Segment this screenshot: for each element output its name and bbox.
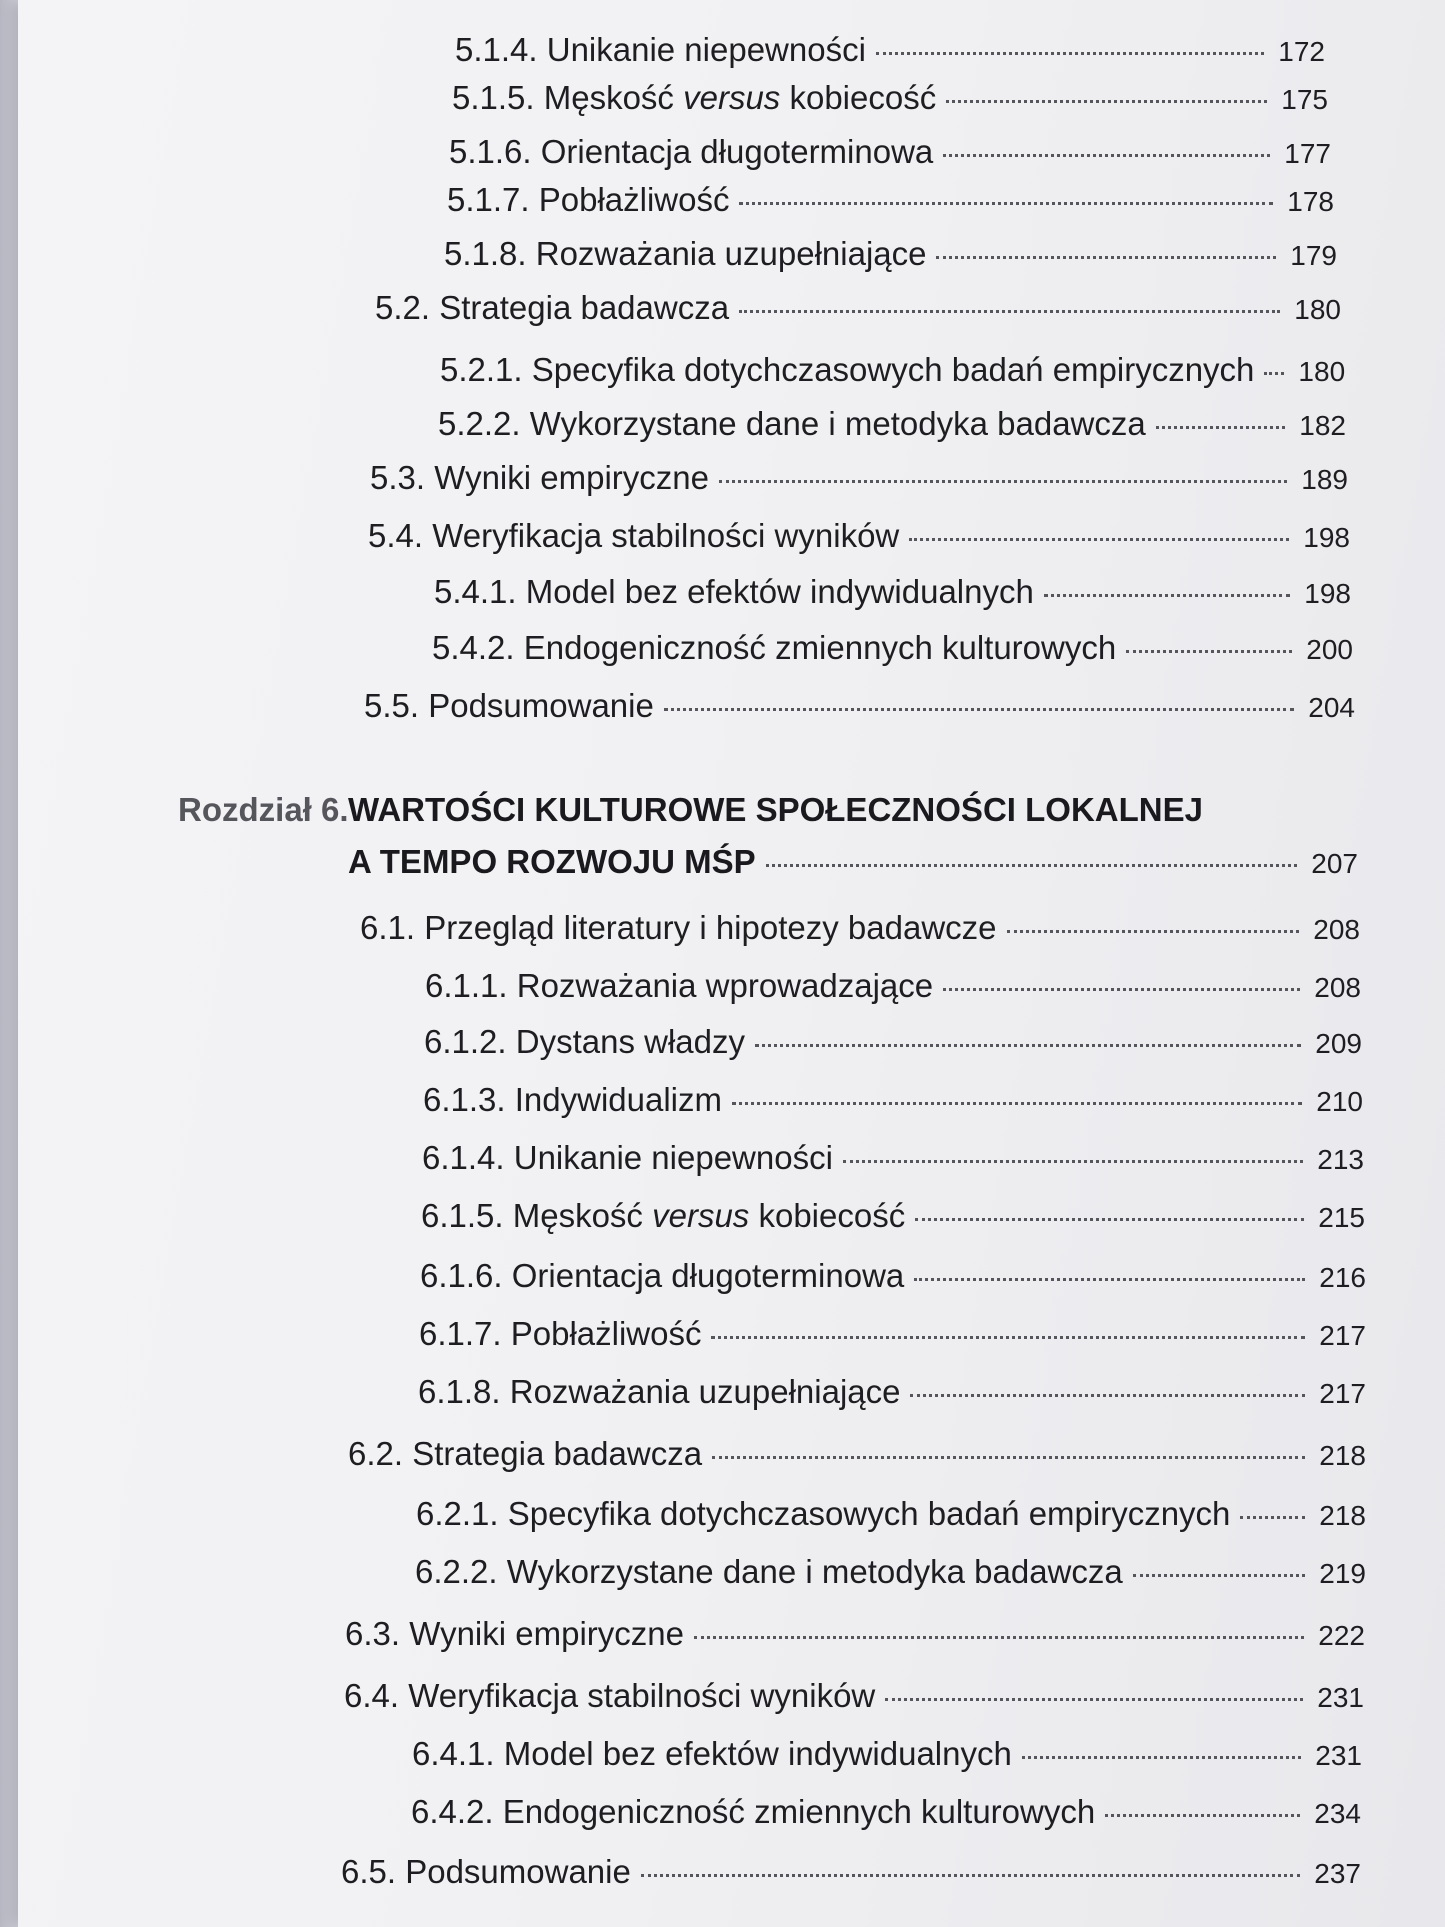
dot-leader: [909, 538, 1289, 541]
toc-entry-label: 5.2. Strategia badawcza: [375, 289, 730, 326]
toc-entry-5-1-6[interactable]: [449, 132, 1331, 174]
toc-entry-label: 5.2.2. Wykorzystane dane i metodyka badawcza: [438, 405, 1146, 442]
toc-entry-page: 207: [1311, 848, 1358, 879]
toc-entry-5-4-2[interactable]: [432, 628, 1353, 670]
toc-entry-label: 6.5. Podsumowanie: [341, 1853, 631, 1890]
toc-entry-page: 204: [1308, 692, 1355, 723]
toc-entry-page: 234: [1314, 1798, 1361, 1829]
dot-leader: [1133, 1574, 1306, 1577]
dot-leader: [936, 256, 1276, 259]
toc-entry-5-1-7[interactable]: [447, 180, 1334, 222]
dot-leader: [1022, 1756, 1301, 1759]
toc-entry-page: 180: [1298, 356, 1346, 387]
toc-entry-page: 237: [1314, 1858, 1361, 1889]
dot-leader: [711, 1336, 1305, 1339]
toc-entry-6-4-2[interactable]: [411, 1792, 1361, 1834]
dot-leader: [910, 1394, 1305, 1397]
toc-entry-page: 172: [1278, 36, 1325, 67]
toc-entry-page: 213: [1317, 1144, 1364, 1175]
toc-entry-label: 6.4. Weryfikacja stabilności wyników: [344, 1677, 876, 1714]
toc-entry-6-1-8[interactable]: [418, 1372, 1366, 1414]
chapter-title-line-1: WARTOŚCI KULTUROWE SPOŁECZNOŚCI LOKALNEJ: [348, 791, 1203, 828]
toc-entry-6-1-6[interactable]: [420, 1256, 1366, 1298]
toc-entry-label: 6.2.2. Wykorzystane dane i metodyka badawcza: [415, 1553, 1123, 1590]
toc-entry-label: 6.1.1. Rozważania wprowadzające: [425, 967, 934, 1004]
dot-leader: [1240, 1516, 1305, 1519]
toc-entry-page: 179: [1290, 240, 1337, 271]
toc-entry-page: 175: [1281, 84, 1328, 115]
toc-entry-6-2-1[interactable]: [416, 1494, 1366, 1536]
toc-entry-6-1-7[interactable]: [419, 1314, 1366, 1356]
dot-leader: [1044, 594, 1290, 597]
dot-leader: [885, 1698, 1303, 1701]
toc-entry-label: 6.1.8. Rozważania uzupełniające: [418, 1373, 901, 1410]
toc-entry-label: 5.4.1. Model bez efektów indywidualnych: [434, 573, 1034, 610]
toc-entry-label: 5.1.7. Pobłażliwość: [447, 181, 730, 218]
dot-leader: [876, 52, 1264, 55]
toc-entry-5-1-5[interactable]: [452, 78, 1328, 120]
toc-entry-label: 5.1.5. Męskość versus kobiecość: [452, 79, 937, 116]
book-binding-edge: [0, 0, 18, 1927]
toc-entry-6-4-1[interactable]: [412, 1734, 1362, 1776]
toc-entry-page: 198: [1304, 578, 1351, 609]
toc-entry-page: 209: [1315, 1028, 1362, 1059]
toc-entry-6-5[interactable]: [341, 1852, 1361, 1894]
toc-entry-5-4[interactable]: [368, 516, 1350, 558]
toc-entry-label: 6.1. Przegląd literatury i hipotezy badawcze: [360, 909, 997, 946]
toc-entry-5-2[interactable]: [375, 288, 1341, 330]
toc-entry-label: 6.2. Strategia badawcza: [348, 1435, 703, 1472]
dot-leader: [664, 708, 1294, 711]
toc-entry-page: 215: [1318, 1202, 1365, 1233]
toc-entry-page: 217: [1319, 1320, 1366, 1351]
toc-entry-label: 5.2.1. Specyfika dotychczasowych badań empirycznych: [440, 351, 1255, 388]
toc-entry-page: 208: [1314, 972, 1361, 1003]
dot-leader: [843, 1160, 1303, 1163]
toc-entry-6-1-3[interactable]: [423, 1080, 1363, 1122]
toc-entry-label: 6.1.4. Unikanie niepewności: [422, 1139, 833, 1176]
toc-entry-5-3[interactable]: [370, 458, 1348, 500]
toc-entry-page: 217: [1319, 1378, 1366, 1409]
dot-leader: [641, 1874, 1300, 1877]
toc-entry-page: 231: [1315, 1740, 1362, 1771]
dot-leader: [1156, 426, 1286, 429]
toc-entry-label: 5.1.6. Orientacja długoterminowa: [449, 133, 934, 170]
chapter-label: Rozdział 6.: [178, 791, 349, 828]
toc-entry-6-1-5[interactable]: [421, 1196, 1365, 1238]
toc-entry-5-5[interactable]: [364, 686, 1355, 728]
toc-entry-page: 182: [1299, 410, 1346, 441]
table-of-contents: [18, 0, 1445, 1927]
toc-entry-5-1-8[interactable]: [444, 234, 1337, 276]
toc-entry-page: 216: [1319, 1262, 1366, 1293]
toc-entry-6-2[interactable]: [348, 1434, 1366, 1476]
toc-entry-label: 5.1.4. Unikanie niepewności: [455, 31, 866, 68]
toc-entry-page: 219: [1319, 1558, 1366, 1589]
toc-entry-label: 6.1.3. Indywidualizm: [423, 1081, 722, 1118]
dot-leader: [1264, 372, 1284, 375]
toc-entry-label: 5.4. Weryfikacja stabilności wyników: [368, 517, 900, 554]
toc-entry-page: 208: [1313, 914, 1360, 945]
toc-entry-6-2-2[interactable]: [415, 1552, 1366, 1594]
toc-entry-label: 6.2.1. Specyfika dotychczasowych badań empirycznych: [416, 1495, 1231, 1532]
dot-leader: [1105, 1814, 1300, 1817]
toc-entry-5-1-4[interactable]: [455, 30, 1325, 72]
dot-leader: [915, 1218, 1304, 1221]
toc-entry-label: 5.5. Podsumowanie: [364, 687, 654, 724]
toc-entry-label: 6.3. Wyniki empiryczne: [345, 1615, 684, 1652]
toc-entry-page: 180: [1294, 294, 1341, 325]
dot-leader: [943, 154, 1270, 157]
dot-leader: [755, 1044, 1301, 1047]
toc-entry-6-1-1[interactable]: [425, 966, 1361, 1008]
toc-entry-5-2-1[interactable]: [440, 350, 1346, 392]
toc-entry-label: 6.4.1. Model bez efektów indywidualnych: [412, 1735, 1012, 1772]
dot-leader: [732, 1102, 1302, 1105]
toc-entry-page: 222: [1318, 1620, 1365, 1651]
dot-leader: [694, 1636, 1304, 1639]
dot-leader: [712, 1456, 1305, 1459]
toc-page: [18, 0, 1445, 1927]
toc-entry-label: 6.1.2. Dystans władzy: [424, 1023, 745, 1060]
dot-leader: [719, 480, 1287, 483]
dot-leader: [766, 864, 1298, 867]
toc-entry-label: 5.4.2. Endogeniczność zmiennych kulturowych: [432, 629, 1117, 666]
dot-leader: [914, 1278, 1305, 1281]
toc-entry-label: 6.1.6. Orientacja długoterminowa: [420, 1257, 905, 1294]
toc-entry-6-1-2[interactable]: [424, 1022, 1362, 1064]
toc-entry-chapter-6[interactable]: [348, 842, 1358, 884]
toc-entry-page: 198: [1303, 522, 1350, 553]
dot-leader: [739, 202, 1273, 205]
toc-entry-label: 6.1.7. Pobłażliwość: [419, 1315, 702, 1352]
toc-entry-label: 5.3. Wyniki empiryczne: [370, 459, 709, 496]
toc-entry-page: 178: [1287, 186, 1334, 217]
toc-entry-page: 218: [1319, 1500, 1366, 1531]
toc-entry-6-4[interactable]: [344, 1676, 1364, 1718]
toc-entry-label: 6.1.5. Męskość versus kobiecość: [421, 1197, 906, 1234]
toc-entry-page: 189: [1301, 464, 1348, 495]
dot-leader: [946, 100, 1267, 103]
toc-entry-6-1[interactable]: [360, 908, 1360, 950]
toc-entry-5-4-1[interactable]: [434, 572, 1351, 614]
toc-entry-page: 210: [1316, 1086, 1363, 1117]
dot-leader: [1126, 650, 1292, 653]
toc-entry-page: 200: [1306, 634, 1353, 665]
toc-entry-page: 177: [1284, 138, 1331, 169]
toc-entry-page: 218: [1319, 1440, 1366, 1471]
toc-entry-label: 6.4.2. Endogeniczność zmiennych kulturowych: [411, 1793, 1096, 1830]
dot-leader: [739, 310, 1280, 313]
toc-entry-6-3[interactable]: [345, 1614, 1365, 1656]
toc-entry-page: 231: [1317, 1682, 1364, 1713]
dot-leader: [943, 988, 1300, 991]
toc-entry-5-2-2[interactable]: [438, 404, 1346, 446]
toc-entry-6-1-4[interactable]: [422, 1138, 1364, 1180]
chapter-title-line-2: A TEMPO ROZWOJU MŚP: [348, 843, 756, 880]
dot-leader: [1007, 930, 1300, 933]
toc-entry-label: 5.1.8. Rozważania uzupełniające: [444, 235, 927, 272]
